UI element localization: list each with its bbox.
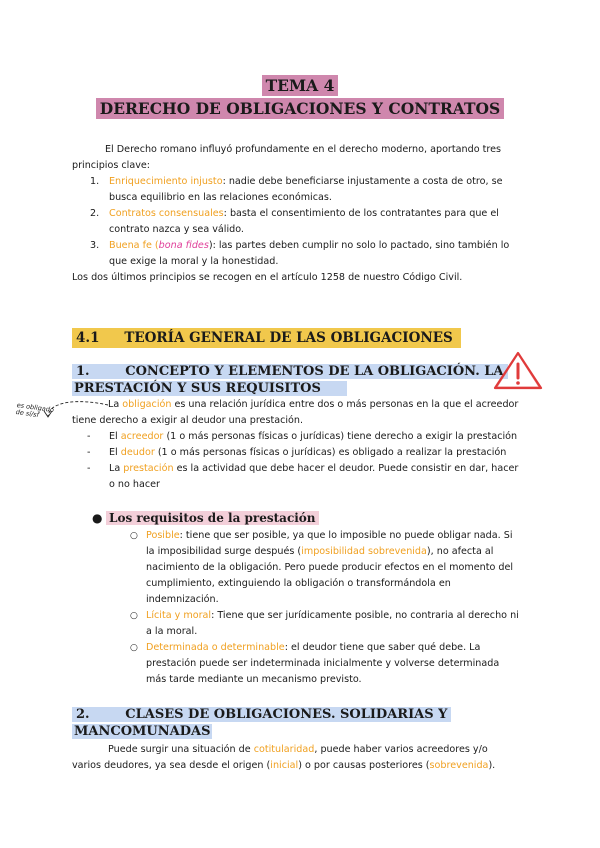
subsection-heading-cont: PRESTACIÓN Y SUS REQUISITOS [72,380,347,397]
concept-paragraph: La obligación es una relación jurídica entre dos o más personas en la que el acreedor tiene derecho a exigir al deudor una prestación. [72,399,519,426]
list-item: La prestación es la actividad que debe hacer el deudor. Puede consistir en dar, hacer o no hacer [109,463,519,490]
circle-bullet-icon: ○ [130,531,138,541]
subsection-heading: 2. CLASES DE OBLIGACIONES. SOLIDARIAS Y [72,706,451,723]
latin-term: bona fides [158,240,209,251]
warning-icon [492,350,544,396]
term-highlight: Contratos consensuales [109,208,224,219]
list-item: El deudor (1 o más personas físicas o jurídicas) es obligado a realizar la prestación [109,447,507,458]
requisito-determinada: Determinada o determinable: el deudor tiene que saber qué debe. La prestación puede ser indeterminada inicialmente y volverse determinada más tarde mediante un mecanismo previsto. [146,642,500,685]
circle-bullet-icon: ○ [130,643,138,653]
requisito-licita: Lícita y moral: Tiene que ser jurídicamente posible, no contraria al derecho ni a la moral. [146,610,519,637]
closing-text: Los dos últimos principios se recogen en el artículo 1258 de nuestro Código Civil. [72,272,463,283]
page-subtitle: DERECHO DE OBLIGACIONES Y CONTRATOS [0,99,600,118]
term-highlight: Buena fe [109,240,152,251]
bullet-icon: ● [92,511,103,525]
list-item: El acreedor (1 o más personas físicas o jurídicas) tiene derecho a exigir la prestación [109,431,518,442]
subsection-heading-cont: MANCOMUNADAS [74,724,211,739]
page-title: TEMA 4 [0,76,600,95]
term-highlight: obligación [122,399,172,410]
requisito-posible: Posible: tiene que ser posible, ya que lo imposible no puede obligar nada. Si la imposibilidad surge después (imposibilidad sobrevenida), no afecta al nacimiento de la obligación. Pero puede producir efectos en el momento del cumplimiento, extinguiendo la obligación o transformándola en indemnización. [146,530,514,605]
circle-bullet-icon: ○ [130,611,138,621]
document-page: TEMA 4 DERECHO DE OBLIGACIONES Y CONTRATOS El Derecho romano influyó profundamente en el derecho moderno, aportando tres principios clave: 1. Enriquecimiento injusto: nadie debe beneficiarse injustamente a costa de otro, se busca equilibrio en las relaciones económicas. 2. Contratos consensuales: basta el consentimiento de los contratantes para que el contrato nazca y sea válido. 3. Buena fe (bona fides): las partes deben cumplir no solo lo pactado, sino también lo que exige la moral y la honestidad. Los dos últimos principios se recogen en el artículo 1258 de nuestro Código Civil. 4.1 TEORÍA GENERAL DE LAS OBLIGACIONES 1. CONCEPTO Y ELEMENTOS DE LA OBLIGACIÓN. LA PRESTACIÓN Y SUS REQUISITOS es obligado de sí/sf La obligación es una relación jurídica entre dos o más personas en la que el acreedor tiene derecho a exigir al deudor una prestación. - El acreedor (1 o más personas físicas o jurídicas) tiene derecho a exigir la prestación - El deudor (1 o más personas físicas o jurídicas) es obligado a realizar la prestación - La prestación es la actividad que debe hacer el deudor. Puede consistir en dar, hacer o no hacer ● Los requisitos de la prestación ○ Posible: tiene que ser posible, ya que lo imposible no puede obligar nada. Si la imposibilidad surge después (imposibilidad sobrevenida), no afecta al nacimiento de la obligación. Pero puede producir efectos en el momento del cumplimiento, extinguiendo la obligación o transformándola en indemnización. ○ Lícita y moral: Tiene que ser jurídicamente posible, no contraria al derecho ni a la moral. ○ Determinada o determinable: el deudor tiene que saber qué debe. La prestación puede ser indeterminada inicialmente y volverse determinada más tarde mediante un mecanismo previsto. 2. CLASES DE OBLIGACIONES. SOLIDARIAS Y MANCOMUNADAS Puede surgir una situación de cotitularidad, puede haber varios acreedores y/o varios deudores, ya sea desde el origen (inicial) o por causas posteriores (sobrevenida). [0,0,600,848]
section-heading: 4.1 TEORÍA GENERAL DE LAS OBLIGACIONES [72,330,461,346]
clases-paragraph: Puede surgir una situación de cotitularidad, puede haber varios acreedores y/o varios deudores, ya sea desde el origen (inicial) o por causas posteriores (sobrevenida). [72,744,496,771]
intro-paragraph: El Derecho romano influyó profundamente en el derecho moderno, aportando tres principios clave: [72,144,502,171]
subsection-heading: 1. CONCEPTO Y ELEMENTOS DE LA OBLIGACIÓN. LA [72,363,508,380]
handwritten-note: es obligado de sí/sf [15,401,55,420]
term-highlight: Enriquecimiento injusto [109,176,223,187]
